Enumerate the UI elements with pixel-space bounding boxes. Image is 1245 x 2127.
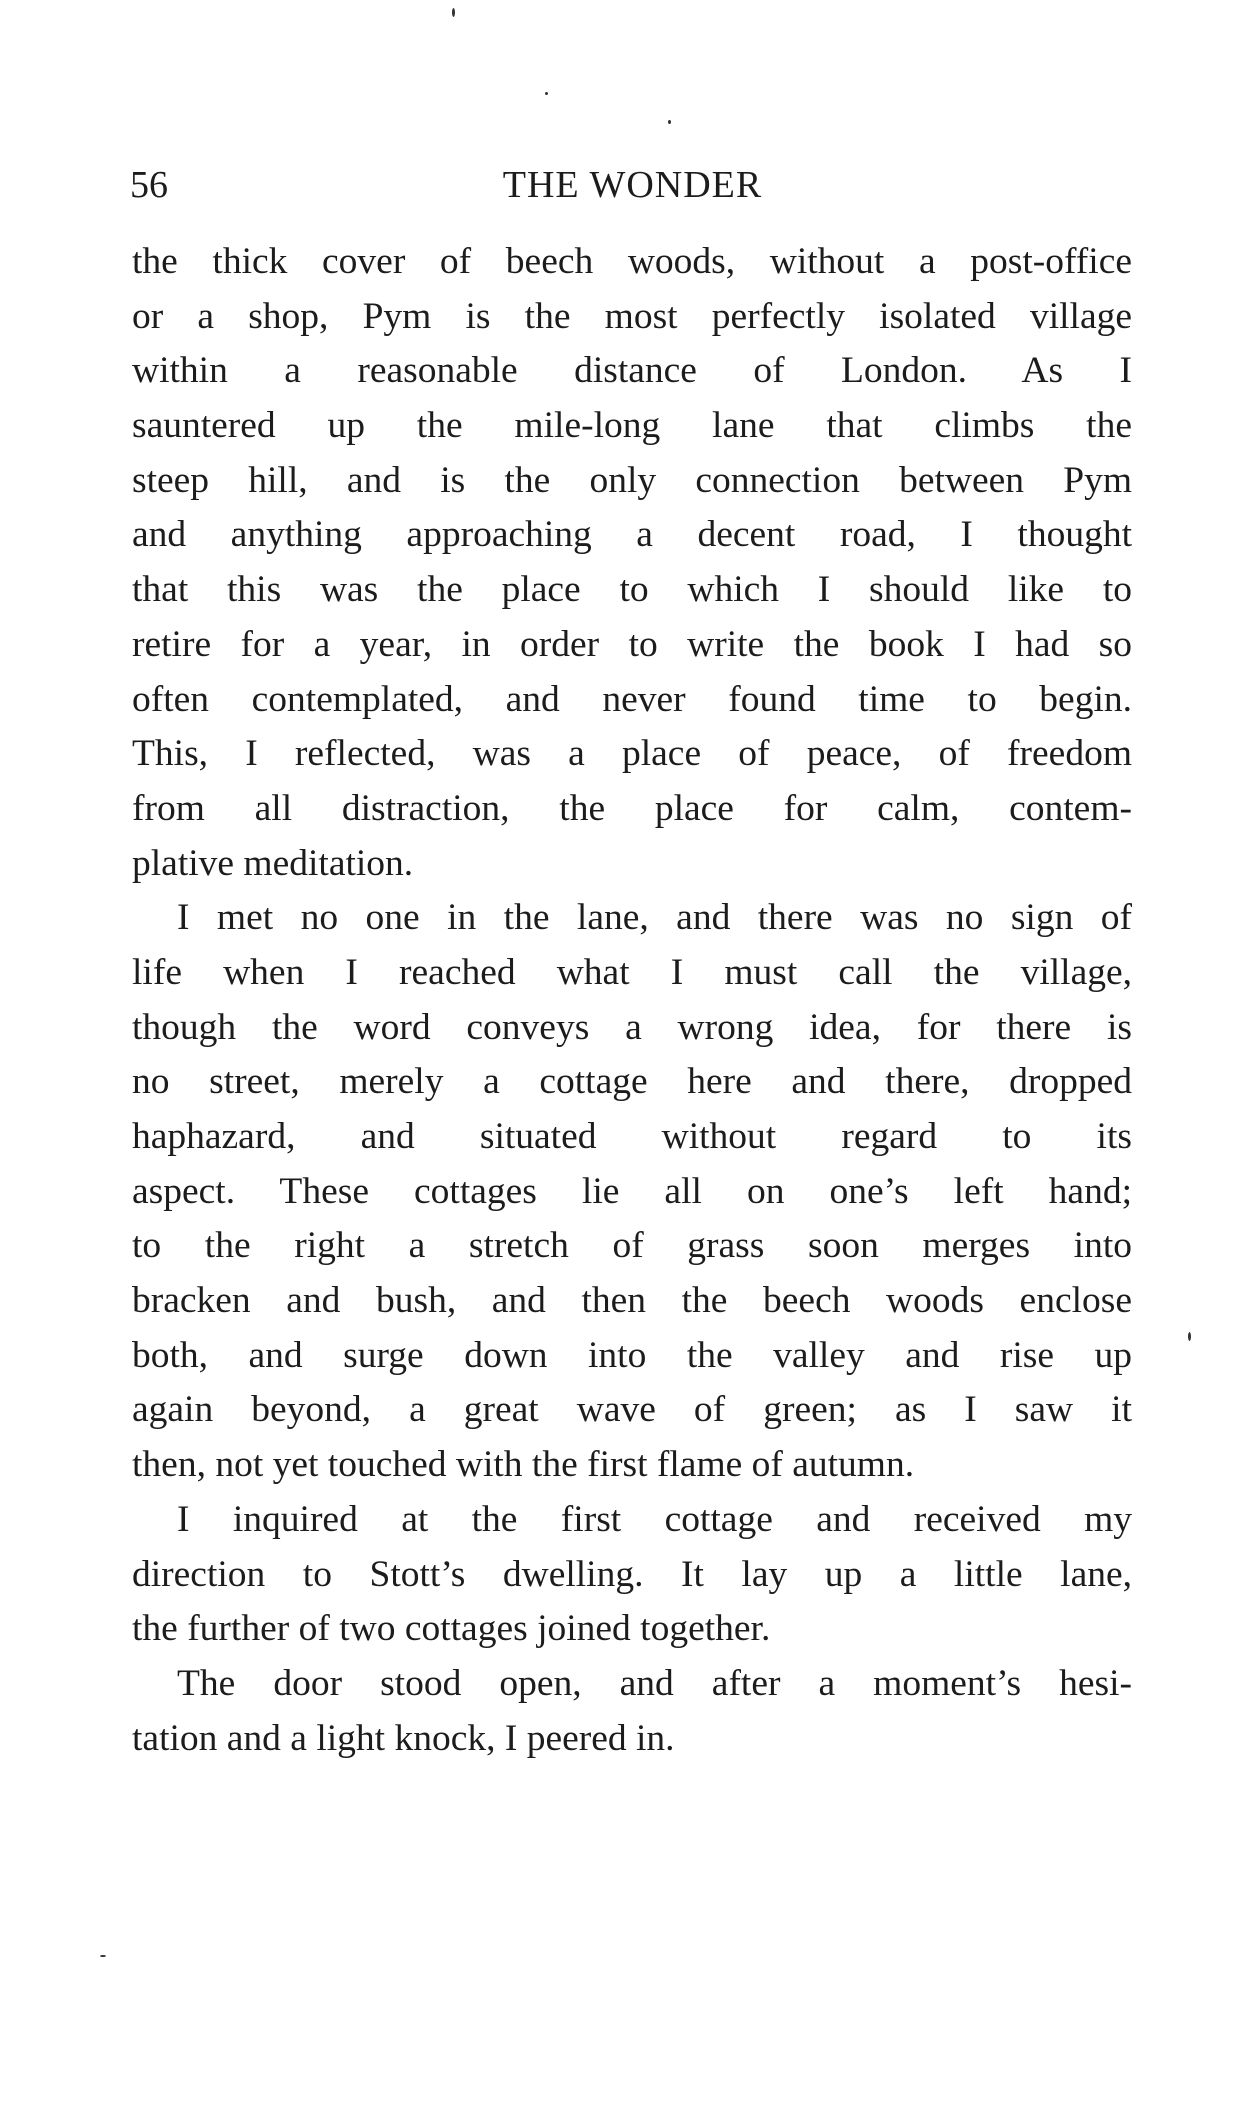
scan-speck: [100, 1955, 106, 1957]
text-line: again beyond, a great wave of green; as I saw it: [132, 1389, 1132, 1431]
scan-speck: [545, 92, 548, 95]
body-text: [132, 235, 1132, 1766]
text-line: sauntered up the mile-long lane that climbs the: [132, 405, 1132, 447]
text-line: The door stood open, and after a moment’s hesi-: [177, 1662, 1132, 1704]
paragraph-4: [132, 1657, 1132, 1766]
running-head: [130, 160, 1135, 210]
running-title: THE WONDER: [502, 164, 763, 206]
text-line: haphazard, and situated without regard to its: [132, 1116, 1132, 1157]
page-number: 56: [130, 164, 168, 206]
text-line: steep hill, and is the only connection between Pym: [132, 459, 1132, 501]
text-line: and anything approaching a decent road, I thought: [132, 514, 1132, 556]
text-line: though the word conveys a wrong idea, for there is: [132, 1006, 1132, 1048]
paragraph-2: [132, 891, 1132, 1493]
text-line: within a reasonable distance of London. As I: [132, 350, 1132, 392]
text-line: the further of two cottages joined together.: [132, 1608, 771, 1650]
text-line: I met no one in the lane, and there was no sign of: [177, 897, 1132, 939]
text-line: bracken and bush, and then the beech woods enclose: [132, 1280, 1132, 1322]
text-line: no street, merely a cottage here and there, dropped: [132, 1061, 1132, 1103]
text-line: retire for a year, in order to write the book I had so: [132, 623, 1132, 665]
scan-speck: [668, 120, 671, 124]
paragraph-3: [132, 1493, 1132, 1657]
scan-speck: [1188, 1332, 1191, 1341]
text-line: direction to Stott’s dwelling. It lay up a little lane,: [132, 1553, 1132, 1595]
text-line: This, I reflected, was a place of peace, of freedom: [132, 733, 1132, 775]
text-line: often contemplated, and never found time to begin.: [132, 678, 1132, 720]
text-line: aspect. These cottages lie all on one’s left hand;: [132, 1170, 1132, 1212]
text-line: or a shop, Pym is the most perfectly isolated village: [132, 295, 1132, 337]
text-line: that this was the place to which I should like to: [132, 569, 1132, 611]
text-line: the thick cover of beech woods, without a post-office: [132, 241, 1132, 282]
text-line: to the right a stretch of grass soon merges into: [132, 1225, 1132, 1267]
text-line: then, not yet touched with the first flame of autumn.: [132, 1444, 915, 1486]
text-line: plative meditation.: [132, 842, 414, 884]
text-line: tation and a light knock, I peered in.: [132, 1717, 675, 1759]
text-line: from all distraction, the place for calm, contem-: [132, 787, 1132, 829]
scan-speck: [452, 8, 455, 17]
paragraph-1: [132, 235, 1132, 891]
text-line: I inquired at the first cottage and received my: [177, 1498, 1132, 1540]
text-line: life when I reached what I must call the village,: [132, 951, 1132, 993]
text-line: both, and surge down into the valley and rise up: [132, 1334, 1132, 1376]
